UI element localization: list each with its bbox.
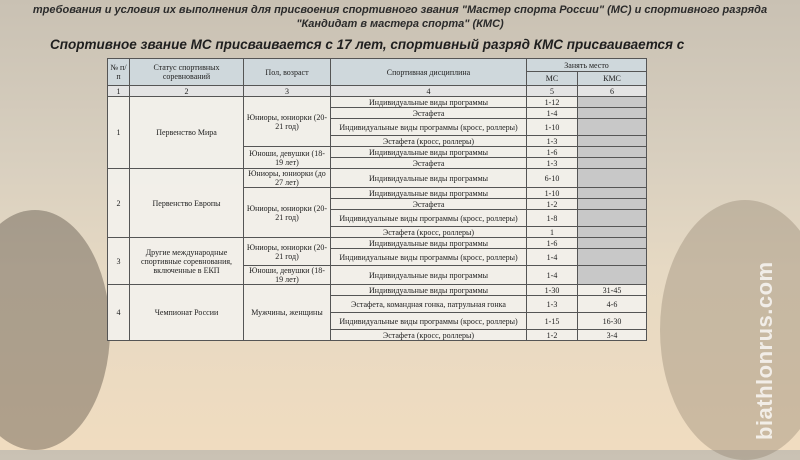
column-numbers-row — [108, 86, 647, 97]
discipline-cell: Индивидуальные виды программы — [331, 188, 527, 199]
discipline-cell: Эстафета, командная гонка, патрульная гонка — [331, 296, 527, 313]
header-status: Статус спортивных соревнований — [130, 59, 244, 86]
discipline-cell: Эстафета (кросс, роллеры) — [331, 330, 527, 341]
discipline-cell: Эстафета (кросс, роллеры) — [331, 227, 527, 238]
ms-place-cell: 1-30 — [527, 285, 578, 296]
sex-age-cell: Юниоры, юниорки (20-21 год) — [244, 97, 331, 147]
discipline-cell: Индивидуальные виды программы (кросс, роллеры) — [331, 119, 527, 136]
ms-place-cell: 1-4 — [527, 249, 578, 266]
ms-place-cell: 1-2 — [527, 330, 578, 341]
ms-place-cell: 1-6 — [527, 238, 578, 249]
discipline-cell: Индивидуальные виды программы (кросс, роллеры) — [331, 249, 527, 266]
discipline-cell: Эстафета — [331, 199, 527, 210]
watermark-logo: biathlonrus.com — [752, 261, 777, 440]
header-discipline: Спортивная дисциплина — [331, 59, 527, 86]
ms-place-cell: 1-8 — [527, 210, 578, 227]
discipline-cell: Эстафета (кросс, роллеры) — [331, 136, 527, 147]
sex-age-cell: Юноши, девушки (18-19 лет) — [244, 266, 331, 285]
kms-place-cell — [578, 210, 647, 227]
table-row — [108, 238, 647, 249]
row-number: 3 — [108, 238, 130, 285]
column-number: 4 — [331, 86, 527, 97]
header-kms: КМС — [578, 72, 647, 86]
ms-place-cell: 1-3 — [527, 136, 578, 147]
kms-place-cell — [578, 238, 647, 249]
kms-place-cell — [578, 227, 647, 238]
ms-place-cell: 1-4 — [527, 266, 578, 285]
kms-place-cell: 16-30 — [578, 313, 647, 330]
kms-place-cell — [578, 147, 647, 158]
sex-age-cell: Юниоры, юниорки (20-21 год) — [244, 188, 331, 238]
discipline-cell: Индивидуальные виды программы — [331, 169, 527, 188]
kms-place-cell — [578, 169, 647, 188]
discipline-cell: Индивидуальные виды программы — [331, 238, 527, 249]
kms-place-cell — [578, 188, 647, 199]
table-row — [108, 97, 647, 108]
header-ms: МС — [527, 72, 578, 86]
sex-age-cell: Юниоры, юниорки (до 27 лет) — [244, 169, 331, 188]
column-number: 6 — [578, 86, 647, 97]
kms-place-cell — [578, 249, 647, 266]
page-title: Спортивное звание МС присваивается с 17 лет, спортивный разряд КМС присваивается с — [50, 37, 685, 52]
kms-place-cell: 4-6 — [578, 296, 647, 313]
ms-place-cell: 1-10 — [527, 119, 578, 136]
competition-status: Первенство Европы — [130, 169, 244, 238]
column-number: 2 — [130, 86, 244, 97]
page-subtitle: требования и условия их выполнения для присвоения спортивного звания "Мастер спорта России" (МС) и спортивного разряда "Кандидат в мастера спорта" (КМС) — [32, 4, 768, 30]
background-athlete-silhouette — [0, 210, 110, 450]
ms-place-cell: 1-3 — [527, 296, 578, 313]
ms-place-cell: 1-3 — [527, 158, 578, 169]
kms-place-cell — [578, 199, 647, 210]
ms-place-cell: 1-10 — [527, 188, 578, 199]
discipline-cell: Эстафета — [331, 108, 527, 119]
ms-place-cell: 1-4 — [527, 108, 578, 119]
ms-place-cell: 1 — [527, 227, 578, 238]
row-number: 4 — [108, 285, 130, 341]
table-row — [108, 285, 647, 296]
column-number: 3 — [244, 86, 331, 97]
ms-place-cell: 1-12 — [527, 97, 578, 108]
column-number: 5 — [527, 86, 578, 97]
table-header — [108, 59, 647, 97]
header-sex-age: Пол, возраст — [244, 59, 331, 86]
discipline-cell: Индивидуальные виды программы — [331, 147, 527, 158]
sex-age-cell: Юниоры, юниорки (20-21 год) — [244, 238, 331, 266]
discipline-cell: Индивидуальные виды программы — [331, 266, 527, 285]
kms-place-cell — [578, 108, 647, 119]
header-place: Занять место — [527, 59, 647, 72]
discipline-cell: Эстафета — [331, 158, 527, 169]
ms-place-cell: 6-10 — [527, 169, 578, 188]
kms-place-cell — [578, 158, 647, 169]
kms-place-cell — [578, 136, 647, 147]
competition-status: Другие международные спортивные соревнования, включенные в ЕКП — [130, 238, 244, 285]
header-num: № п/п — [108, 59, 130, 86]
requirements-table — [107, 58, 647, 341]
ms-place-cell: 1-15 — [527, 313, 578, 330]
discipline-cell: Индивидуальные виды программы — [331, 97, 527, 108]
sex-age-cell: Юноши, девушки (18-19 лет) — [244, 147, 331, 169]
background-mountain-shape — [660, 200, 800, 460]
kms-place-cell: 3-4 — [578, 330, 647, 341]
row-number: 2 — [108, 169, 130, 238]
kms-place-cell — [578, 119, 647, 136]
table-row — [108, 169, 647, 188]
kms-place-cell: 31-45 — [578, 285, 647, 296]
competition-status: Чемпионат России — [130, 285, 244, 341]
ms-place-cell: 1-2 — [527, 199, 578, 210]
table-body — [108, 97, 647, 341]
competition-status: Первенство Мира — [130, 97, 244, 169]
row-number: 1 — [108, 97, 130, 169]
column-number: 1 — [108, 86, 130, 97]
kms-place-cell — [578, 266, 647, 285]
sex-age-cell: Мужчины, женщины — [244, 285, 331, 341]
kms-place-cell — [578, 97, 647, 108]
discipline-cell: Индивидуальные виды программы (кросс, роллеры) — [331, 210, 527, 227]
discipline-cell: Индивидуальные виды программы (кросс, роллеры) — [331, 313, 527, 330]
ms-place-cell: 1-6 — [527, 147, 578, 158]
discipline-cell: Индивидуальные виды программы — [331, 285, 527, 296]
